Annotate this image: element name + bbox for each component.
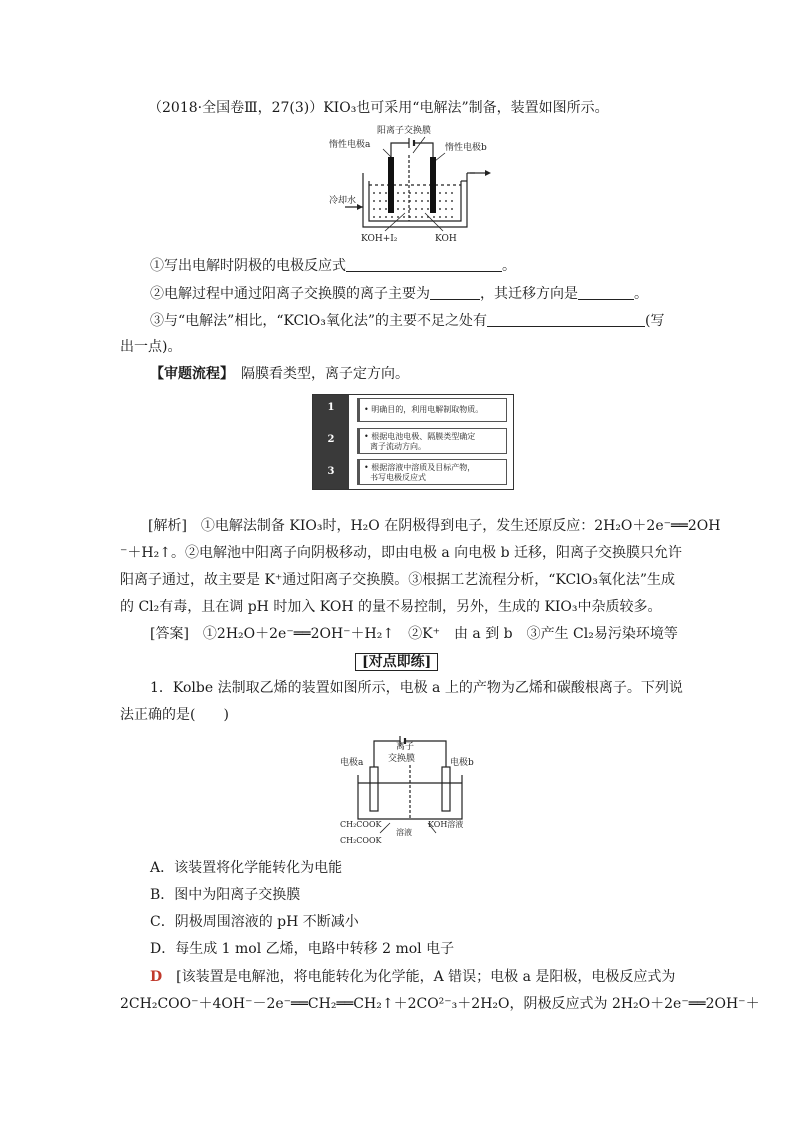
fig1-right-solution-label: KOH (435, 234, 457, 244)
step-3-text2: 书写电极反应式 (370, 473, 426, 482)
review-tag: 【审题流程】 (150, 366, 227, 382)
practice-heading (355, 652, 438, 672)
step-1-text1: • 明确目的，利用电解制取物质。 (364, 405, 484, 414)
fig2-electrode-a-label: 电极a (340, 758, 364, 768)
fig2-left-formula-1: CH₂COOK (340, 820, 382, 829)
question-2-end: 。 (634, 286, 648, 302)
problem-line-2: 法正确的是( ) (120, 707, 229, 723)
analysis-line-2: ⁻＋H₂↑。②电解池中阳离子向阴极移动，即由电极 a 向电极 b 迁移，阳离子交换膜只允许 (120, 545, 683, 561)
solution-answer-letter: D (150, 969, 163, 985)
step-3 (313, 457, 513, 487)
option-a: A．该装置将化学能转化为电能 (150, 860, 343, 876)
step-2-text2: 离子流动方向。 (370, 442, 426, 451)
step-3-box (357, 459, 507, 485)
review-flow-box (312, 394, 514, 490)
step-2-box (357, 428, 507, 454)
analysis-line-3: 阳离子通过，故主要是 K⁺通过阳离子交换膜。③根据工艺流程分析，“KClO₃氧化法”生成 (120, 572, 675, 588)
fig2-left-formula-2: CH₂COOK (340, 836, 382, 845)
analysis-line-1: [解析] ①电解法制备 KIO₃时，H₂O 在阴极得到电子，发生还原反应：2H₂O＋2e⁻══2OH (148, 518, 721, 534)
fig1-electrode-b-label: 惰性电极b (445, 143, 487, 153)
option-b: B．图中为阳离子交换膜 (150, 887, 301, 903)
question-3-cont: 出一点)。 (120, 339, 182, 355)
fig1-membrane-label: 阳离子交换膜 (377, 126, 432, 136)
fig2-membrane-label-1: 离子 (396, 742, 415, 752)
step-2 (313, 426, 513, 456)
analysis-line-4: 的 Cl₂有毒，且在调 pH 时加入 KOH 的量不易控制，另外，生成的 KIO₃中杂质较多。 (120, 599, 662, 615)
step-1 (313, 395, 513, 425)
step-3-text1: • 根据溶液中溶质及目标产物， (364, 463, 476, 472)
answer-blank-2b (578, 285, 634, 300)
fig1-electrode-a-label: 惰性电极a (329, 140, 371, 150)
answer-blank-1 (346, 257, 502, 272)
solution-line-1-text: [该装置是电解池，将电能转化为化学能，A 错误；电极 a 是阳极，电极反应式为 (162, 969, 676, 985)
answer-blank-3 (487, 312, 645, 327)
fig2-electrode-b-label: 电极b (450, 758, 474, 768)
fig2-right-solution-label: KOH溶液 (428, 820, 464, 829)
fig1-left-solution-label: KOH+I₂ (361, 234, 398, 244)
question-1-text: ①写出电解时阴极的电极反应式 (150, 258, 346, 274)
question-2-text-b: ，其迁移方向是 (480, 286, 578, 302)
practice-heading-label: [对点即练] (355, 653, 438, 671)
option-c: C．阴极周围溶液的 pH 不断减小 (150, 914, 359, 930)
answer-line: [答案] ①2H₂O＋2e⁻══2OH⁻＋H₂↑ ②K⁺ 由 a 到 b ③产生 Cl₂易污染环境等 (150, 626, 678, 642)
step-2-text1: • 根据电池电极、隔膜类型确定 (364, 432, 476, 441)
option-d: D．每生成 1 mol 乙烯，电路中转移 2 mol 电子 (150, 941, 455, 957)
question-3 (150, 311, 664, 331)
review-heading (150, 364, 409, 384)
intro-text: （2018·全国卷Ⅲ，27(3)）KIO₃也可采用“电解法”制备，装置如图所示。 (148, 100, 609, 116)
step-1-number: 1 (327, 402, 335, 413)
question-1 (150, 256, 516, 276)
question-2 (150, 284, 648, 304)
problem-line-1: 1．Kolbe 法制取乙烯的装置如图所示，电极 a 上的产物为乙烯和碳酸根离子。下列说 (150, 680, 683, 696)
solution-line-1 (150, 967, 675, 987)
figure-electrolysis-cell (325, 125, 505, 245)
figure-kolbe-cell (340, 735, 480, 847)
step-1-box (357, 398, 507, 422)
step-2-number: 2 (327, 434, 335, 445)
question-3-text-a: ③与“电解法”相比，“KClO₃氧化法”的主要不足之处有 (150, 313, 487, 329)
review-title: 隔膜看类型，离子定方向。 (241, 366, 409, 382)
fig2-membrane-label-2: 交换膜 (388, 754, 416, 764)
fig2-left-solution-label: 溶液 (396, 828, 412, 837)
solution-line-2: 2CH₂COO⁻＋4OH⁻－2e⁻══CH₂══CH₂↑＋2CO²⁻₃＋2H₂O，阴极反应式为 2H₂O＋2e⁻══2OH⁻＋ (120, 996, 760, 1012)
question-1-end: 。 (502, 258, 516, 274)
answer-blank-2a (430, 285, 480, 300)
question-3-text-b: (写 (645, 313, 665, 329)
question-2-text-a: ②电解过程中通过阳离子交换膜的离子主要为 (150, 286, 430, 302)
fig1-cooling-label: 冷却水 (329, 196, 357, 206)
step-3-number: 3 (327, 466, 335, 477)
